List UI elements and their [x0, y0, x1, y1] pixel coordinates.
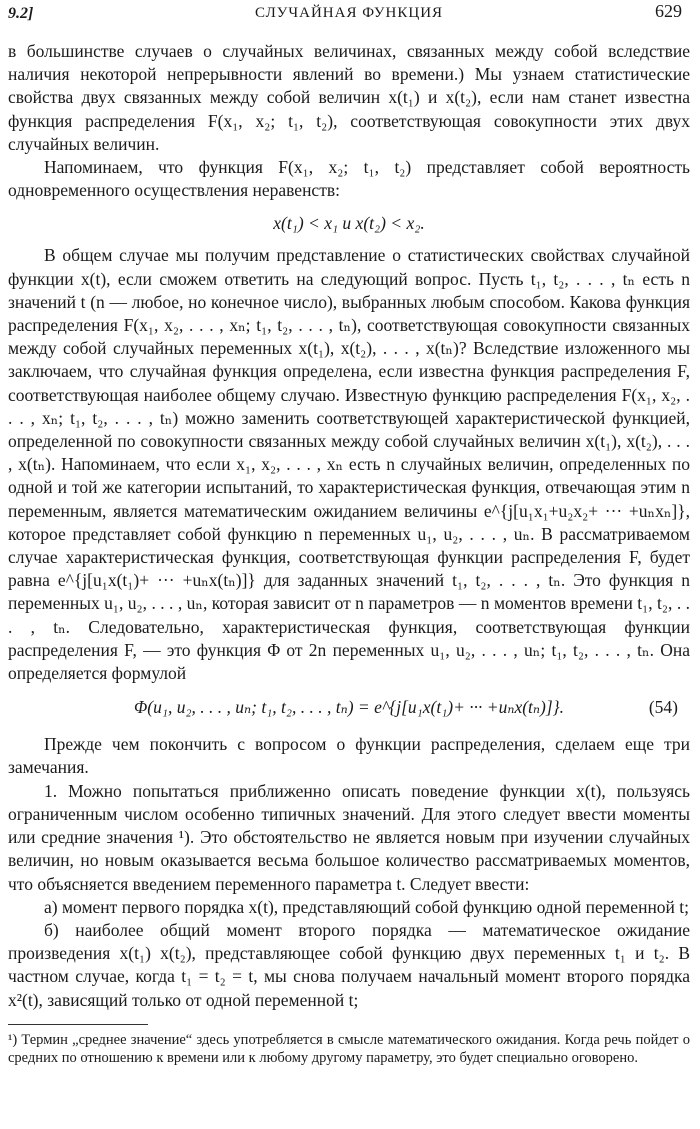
running-header	[8, 2, 690, 26]
book-page	[0, 2, 700, 1129]
running-title: СЛУЧАЙНАЯ ФУНКЦИЯ	[254, 5, 444, 21]
page-body	[8, 40, 690, 1012]
footnote: ¹) Термин „среднее значение“ здесь употребляется в смысле математического ожидания. Когда речь пойдет о средних по отношению к времени или к любому другому параметру, это будет специально оговорено.	[8, 1031, 690, 1067]
section-number: 9.2]	[8, 5, 34, 22]
paragraph-general-case: В общем случае мы получим представление о статистических свойствах случайной функции x(t), если сможем ответить на следующий вопрос. Пусть t₁, t₂, . . . , tₙ есть n значений t (n — любое, но конечное число), выбранных любым способом. Какова функция распределения F(x₁, x₂, . . . , xₙ; t₁, t₂, . . . , tₙ), соответствующая совокупности связанных между собой случайных переменных x(t₁), x(t₂), . . . , x(tₙ)? Вследствие изложенного мы заключаем, что случайная функция определена, если известна функция распределения F, соответствующая наиболее общему случаю. Известную функцию распределения F(x₁, x₂, . . . , xₙ; t₁, t₂, . . . , tₙ) можно заменить соответствующей характеристической функцией, определенной по совокупности связанных между собой случайных величин x(t₁), x(t₂), . . . , x(tₙ). Напоминаем, что если x₁, x₂, . . . , xₙ есть n случайных величин, определенных по одной и той же категории испытаний, то характеристическая функция, отвечающая этим n переменным, является математическим ожиданием величины e^{j[u₁x₁+u₂x₂+ ··· +uₙxₙ]}, которое представляет собой функцию n переменных u₁, u₂, . . . , uₙ. В рассматриваемом случае характеристическая функция, соответствующая функции распределения F, будет равна e^{j[u₁x(t₁)+ ··· +uₙx(tₙ)]} для заданных значений t₁, t₂, . . . , tₙ. Это функция n переменных u₁, u₂, . . . , uₙ, которая зависит от n параметров — n моментов времени t₁, t₂, . . . , tₙ. Следовательно, характеристическая функция, соответствующая функции распределения F, — это функция Φ от 2n переменных u₁, u₂, . . . , uₙ; t₁, t₂, . . . , tₙ. Она определяется формулой	[8, 245, 690, 684]
list-item-a: а) момент первого порядка x(t), представляющий собой функцию одной переменной t;	[44, 896, 690, 917]
paragraph-remarks-intro: Прежде чем покончить с вопросом о функции распределения, сделаем еще три замечания.	[8, 734, 690, 778]
paragraph-remark-1: 1. Можно попытаться приближенно описать поведение функции x(t), пользуясь ограниченным числом особенно типичных значений. Для этого следует ввести моменты или средние значения ¹). Это обстоятельство не является новым при изучении случайных величин, но новым оказывается весьма большое количество рассматриваемых моментов, что объясняется введением переменного параметра t. Следует ввести:	[8, 780, 690, 894]
formula-54	[8, 693, 690, 721]
formula-54-expression: Φ(u₁, u₂, . . . , uₙ; t₁, t₂, . . . , tₙ) = e^{j[u₁x(t₁)+ ··· +uₙx(tₙ)]}.	[133, 697, 564, 718]
equation-number: (54)	[648, 697, 678, 718]
formula-inequalities: x(t₁) < x₁ и x(t₂) < x₂.	[273, 213, 425, 234]
paragraph-continuation: в большинстве случаев о случайных величинах, связанных между собой вследствие наличия некоторой непрерывности явлений во времени.) Мы узнаем статистические свойства двух связанных между собой величин x(t₁) и x(t₂), если нам станет известна функция распределения F(x₁, x₂; t₁, t₂), соответствующая совокупности этих двух случайных величин.	[8, 41, 690, 154]
list-item-b: б) наиболее общий момент второго порядка — математическое ожидание произведения x(t₁) x(t₂), представляющее собой функцию двух переменных t₁ и t₂. В частном случае, когда t₁ = t₂ = t, мы снова получаем начальный момент второго порядка x²(t), зависящий только от одной переменной t;	[8, 919, 690, 1010]
page-number: 629	[655, 1, 682, 21]
paragraph-inequalities-intro: Напоминаем, что функция F(x₁, x₂; t₁, t₂) представляет собой вероятность одновременного осуществления неравенств:	[8, 157, 690, 201]
footnote-divider	[8, 1024, 148, 1025]
